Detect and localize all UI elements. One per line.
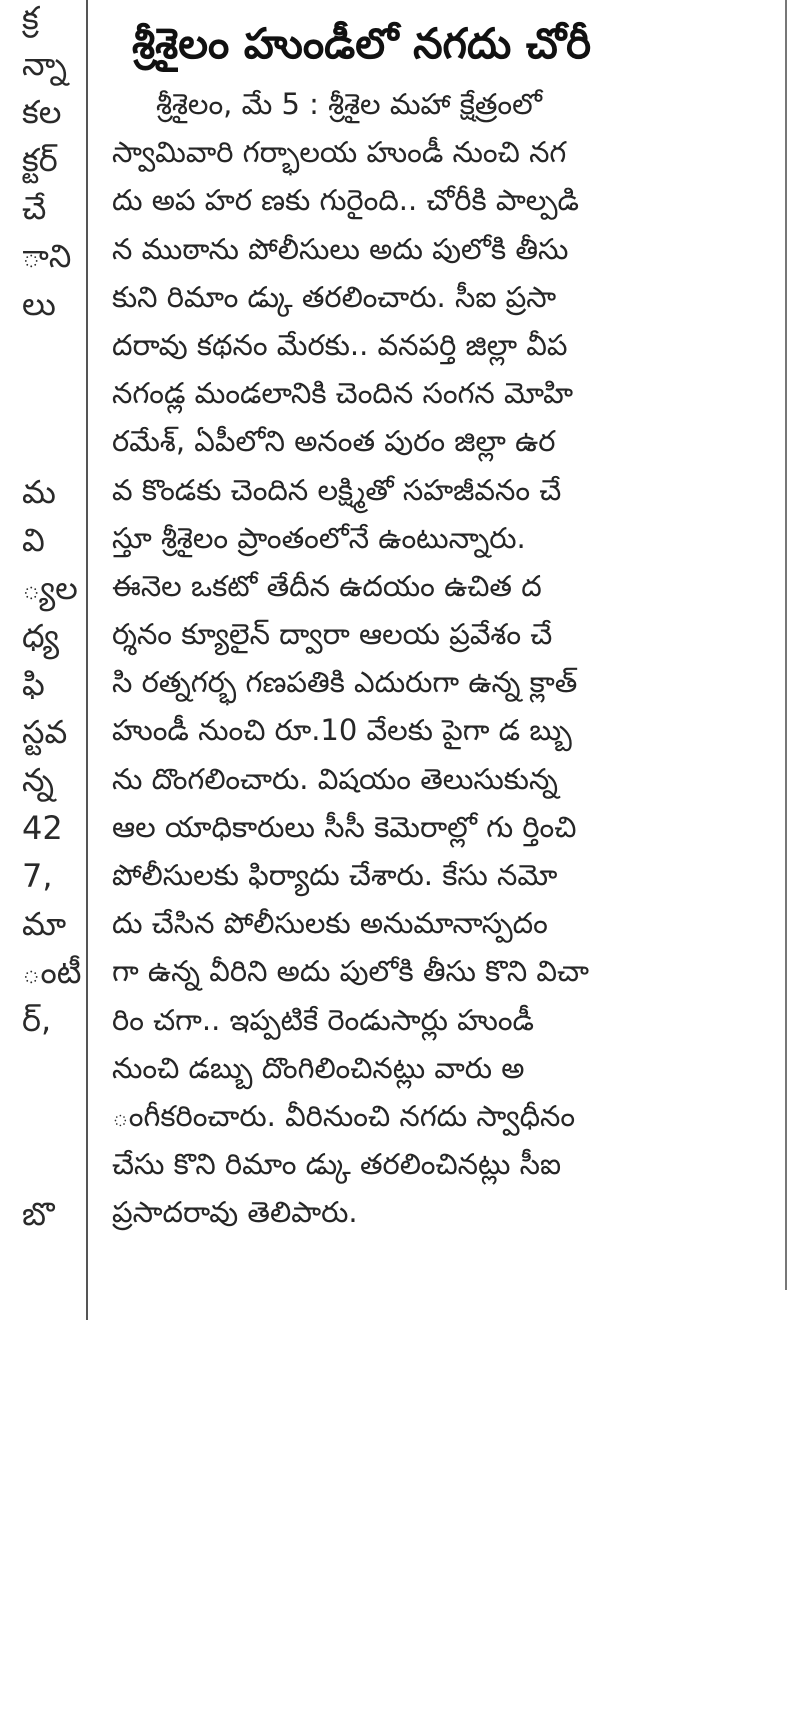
article-line: హుండీ నుంచి రూ.10 వేలకు పైగా డ బ్బు [112, 713, 572, 748]
left-column-fragment: క్ర [22, 0, 39, 37]
article-line: ప్రసాదరావు తెలిపారు. [112, 1195, 358, 1230]
news-article [112, 0, 772, 1330]
article-line: దరావు కథనం మేరకు.. వనపర్తి జిల్లా వీప [112, 327, 568, 362]
article-line: ఈనెల ఒకటో తేదీన ఉదయం ఉచిత ద [112, 568, 542, 603]
article-line: ఆల యాధికారులు సీసీ కెమెరాల్లో గు ర్తించి [112, 809, 577, 844]
article-line: చేసు కొని రిమాం డ్కు తరలించినట్లు సీఐ [112, 1147, 562, 1182]
article-line: నగండ్ల మండలానికి చెందిన సంగన మోహి [112, 376, 574, 411]
left-column-fragment: మా [22, 905, 67, 943]
left-column-fragment: చే [22, 189, 47, 227]
left-column-fragment: ధ్య [22, 617, 60, 655]
left-column-fragment: స్టవ [22, 713, 68, 751]
article-line: శ్రీశైలం, మే 5 : శ్రీశైల మహా క్షేత్రంలో [156, 87, 542, 121]
article-body [112, 80, 772, 1237]
article-headline: శ్రీశైలం హుండీలో నగదు చోరీ [132, 19, 592, 68]
left-column-fragment: న్నా [22, 45, 67, 83]
left-column-fragment: ాని [22, 237, 72, 275]
article-line: వ కొండకు చెందిన లక్ష్మితో సహజీవనం చే [112, 472, 562, 507]
article-line: ర్శనం క్యూలైన్ ద్వారా ఆలయ ప్రవేశం చే [112, 617, 553, 652]
left-column-fragment: వి [22, 521, 45, 559]
column-divider-left [86, 0, 88, 1320]
article-line: సి రత్నగర్భ గణపతికి ఎదురుగా ఉన్న క్లాత్ [112, 665, 578, 700]
column-divider-right [785, 0, 787, 1290]
article-line: స్తూ శ్రీశైలం ప్రాంతంలోనే ఉంటున్నారు. [112, 520, 526, 555]
left-column-fragment: బొ [22, 1195, 55, 1233]
article-line: రిం చగా.. ఇప్పటికే రెండుసార్లు హుండీ [112, 1002, 534, 1037]
left-column-fragment: ఫి [22, 665, 45, 703]
left-column-fragment: 42 [22, 809, 63, 847]
article-line: రమేశ్, ఏపీలోని అనంత పురం జిల్లా ఉర [112, 424, 556, 459]
left-column-fragment: ర్, [22, 1001, 52, 1039]
article-line: స్వామివారి గర్భాలయ హుండీ నుంచి నగ [112, 135, 567, 170]
left-column-fragment: న్న [22, 761, 54, 799]
article-line: పోలీసులకు ఫిర్యాదు చేశారు. కేసు నమో [112, 858, 558, 892]
article-line: దు అప హర ణకు గురైంది.. చోరీకి పాల్పడి [112, 183, 579, 218]
article-line: కుని రిమాం డ్కు తరలించారు. సీఐ ప్రసా [112, 279, 557, 314]
left-column-fragment: మ [22, 473, 56, 511]
left-column-fragment: ంటీ [22, 953, 82, 991]
article-line: గా ఉన్న వీరిని అదు పులోకి తీసు కొని విచా [112, 954, 589, 989]
left-column-fragment: 7, [22, 857, 53, 895]
article-line: దు చేసిన పోలీసులకు అనుమానాస్పదం [112, 906, 548, 941]
left-column-fragment: క్టర్ [22, 141, 58, 179]
left-cropped-column [0, 0, 84, 1340]
left-column-fragment: కల [22, 93, 62, 131]
left-column-fragment: ్యల [22, 569, 78, 607]
article-line: న ముఠాను పోలీసులు అదు పులోకి తీసు [112, 231, 569, 266]
article-line: ను దొంగలించారు. విషయం తెలుసుకున్న [112, 761, 558, 796]
left-column-fragment: లు [22, 285, 56, 323]
article-line: నుంచి డబ్బు దొంగిలించినట్లు వారు అ [112, 1050, 525, 1085]
article-line: ంగీకరించారు. వీరినుంచి నగదు స్వాధీనం [112, 1098, 576, 1133]
